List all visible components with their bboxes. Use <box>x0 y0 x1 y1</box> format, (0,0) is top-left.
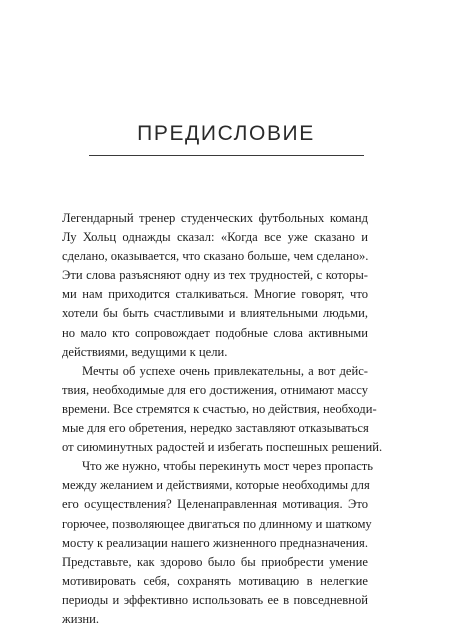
text-line: его осуществления? Целенаправленная мотивация. Это <box>62 497 368 512</box>
title-divider <box>89 155 364 156</box>
text-line: мые для его обретения, нередко заставляют отказываться <box>62 421 369 436</box>
text-line: мотивировать себя, сохранять мотивацию в нелегкие <box>62 573 368 588</box>
text-line: Эти слова разъясняют одну из тех трудностей, с которы- <box>62 268 368 283</box>
text-line: между желанием и действиями, которые необходимы для <box>62 478 370 493</box>
text-line: действиями, ведущими к цели. <box>62 344 228 359</box>
text-line: жизни. <box>62 611 100 626</box>
text-line: от сиюминутных радостей и избегать поспешных решений. <box>62 440 383 455</box>
text-line: времени. Все стремятся к счастью, но действия, необходи- <box>62 401 377 416</box>
body-text <box>62 209 383 629</box>
paragraph-3 <box>62 457 374 629</box>
text-line: горючее, позволяющее двигаться по длинному и шаткому <box>62 516 372 531</box>
text-line: Мечты об успехе очень привлекательны, а вот дейс- <box>82 363 368 378</box>
paragraph-1 <box>62 209 368 362</box>
paragraph-2 <box>62 362 383 457</box>
text-line: твия, необходимые для его достижения, отнимают массу <box>62 382 368 397</box>
text-line: ми нам приходится сталкиваться. Многие говорят, что <box>62 287 368 302</box>
text-line: Представьте, как здорово было бы приобрести умение <box>62 554 368 569</box>
text-line: периоды и эффективно использовать ее в повседневной <box>62 592 368 607</box>
text-line: Лу Хольц однажды сказал: «Когда все уже сказано и <box>62 230 368 245</box>
text-line: сделано, оказывается, что сказано больше, чем сделано». <box>62 249 369 264</box>
text-line: хотели бы быть счастливыми и влиятельными людьми, <box>62 306 368 321</box>
text-line: Что же нужно, чтобы перекинуть мост через пропасть <box>82 459 374 474</box>
chapter-title: ПРЕДИСЛОВИЕ <box>137 122 315 145</box>
text-line: мосту к реализации нашего жизненного предназначения. <box>62 535 368 550</box>
text-line: Легендарный тренер студенческих футбольных команд <box>62 211 368 225</box>
text-line: но мало кто сопровождает подобные слова активными <box>62 325 368 340</box>
